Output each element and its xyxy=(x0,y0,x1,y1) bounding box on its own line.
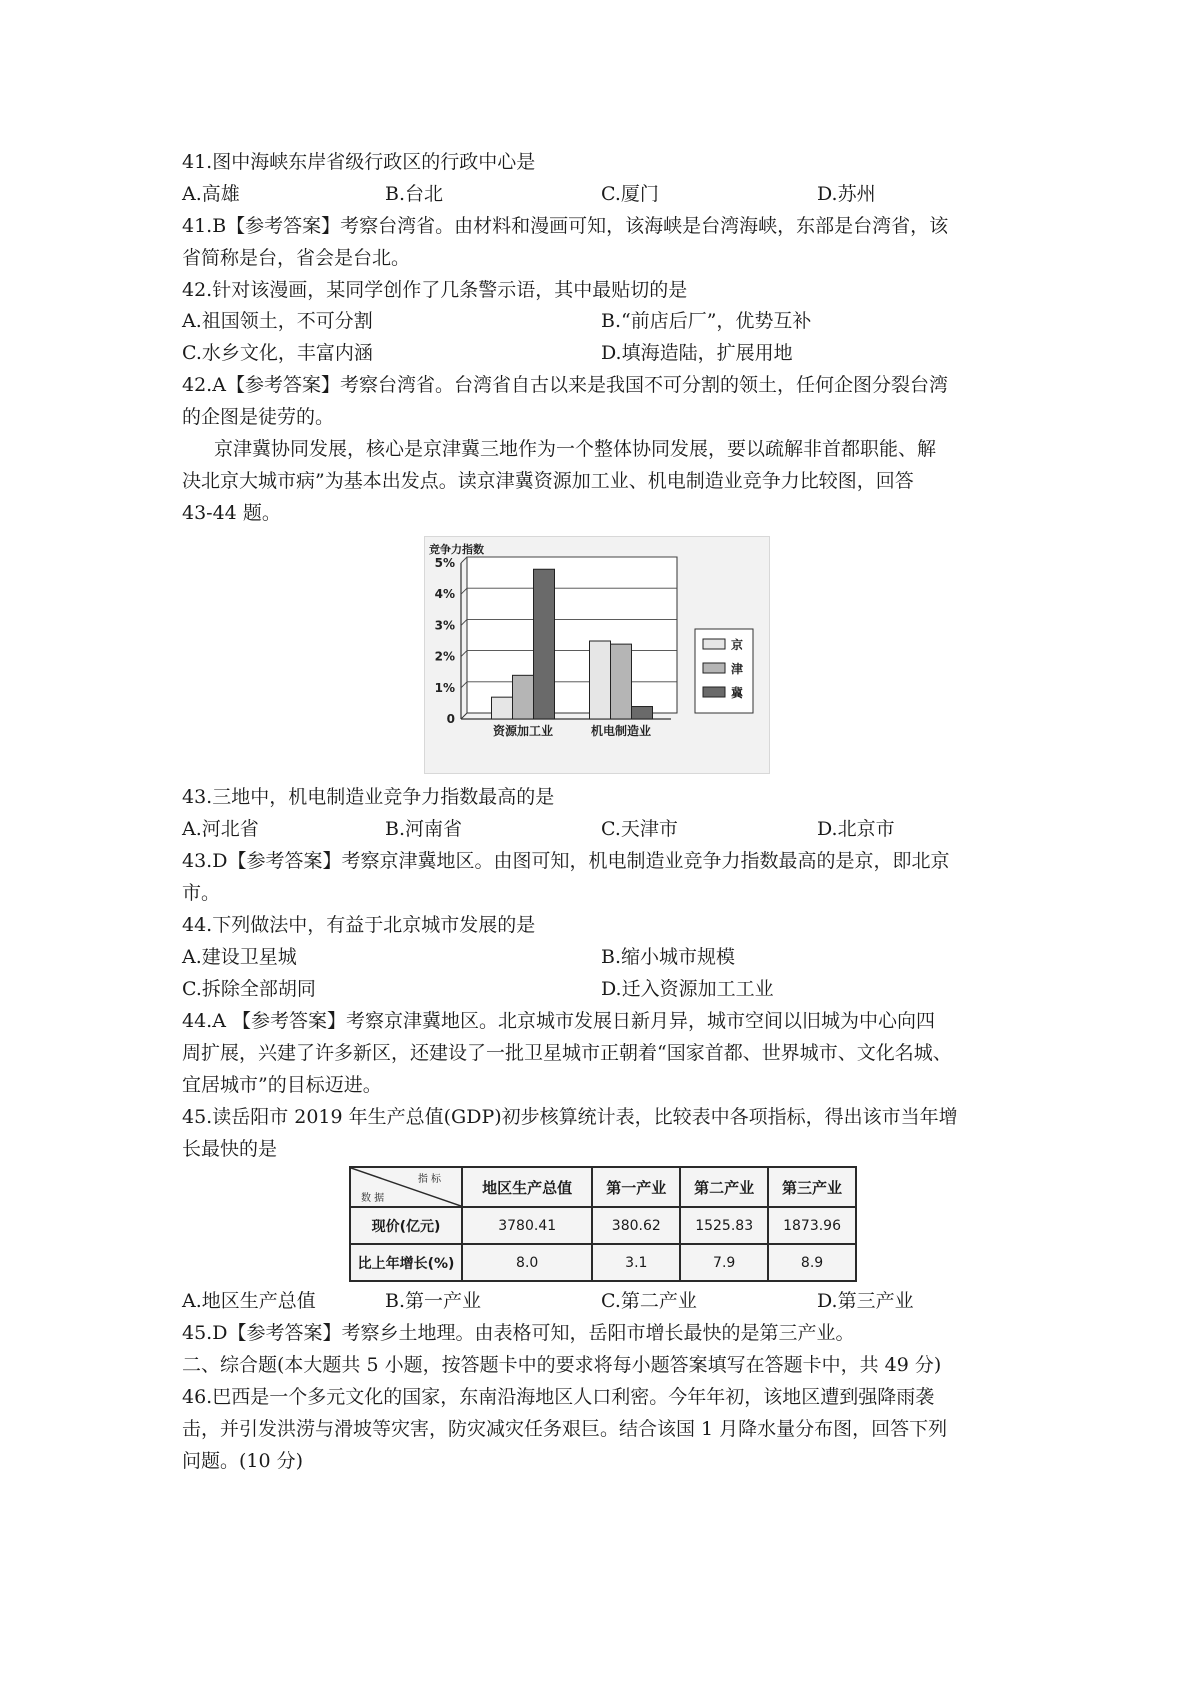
q42-option-a: A.祖国领土，不可分割 xyxy=(182,310,373,332)
table-header-cell: 第二产业 xyxy=(680,1167,768,1207)
q45-question: 长最快的是 xyxy=(182,1138,278,1160)
q43-option-b: B.河南省 xyxy=(385,818,463,840)
intro-paragraph-line: 决北京大城市病”为基本出发点。读京津冀资源加工业、机电制造业竞争力比较图，回答 xyxy=(182,470,914,492)
legend-swatch xyxy=(703,663,725,673)
legend-label: 京 xyxy=(731,638,744,652)
bar xyxy=(513,675,534,719)
y-tick-label: 4% xyxy=(434,587,455,602)
table-cell: 3780.41 xyxy=(462,1207,592,1244)
table-header-cell: 第三产业 xyxy=(768,1167,856,1207)
y-tick-label: 2% xyxy=(434,649,455,664)
competitiveness-bar-chart xyxy=(424,536,770,774)
y-tick-label: 5% xyxy=(434,556,455,570)
q44-answer-line: 44.A 【参考答案】考察京津冀地区。北京城市发展日新月异，城市空间以旧城为中心向四 xyxy=(182,1010,935,1032)
bar xyxy=(492,697,513,719)
q45-option-a: A.地区生产总值 xyxy=(182,1290,316,1312)
q45-option-b: B.第一产业 xyxy=(385,1290,482,1312)
chart-svg xyxy=(425,537,769,773)
q44-question: 44.下列做法中，有益于北京城市发展的是 xyxy=(182,914,536,936)
intro-paragraph-line: 43-44 题。 xyxy=(182,502,281,524)
axis-corner xyxy=(461,713,467,719)
legend-swatch xyxy=(703,687,725,697)
q45-option-d: D.第三产业 xyxy=(817,1290,914,1312)
q42-answer-line: 的企图是徒劳的。 xyxy=(182,406,335,428)
x-category-label: 资源加工业 xyxy=(492,724,554,738)
y-tick-label: 0 xyxy=(446,712,455,726)
q43-answer-line: 43.D【参考答案】考察京津冀地区。由图可知，机电制造业竞争力指数最高的是京，即北京 xyxy=(182,850,950,872)
q41-option-d: D.苏州 xyxy=(817,183,876,205)
q45-option-c: C.第二产业 xyxy=(601,1290,697,1312)
q44-option-c: C.拆除全部胡同 xyxy=(182,978,316,1000)
q44-option-d: D.迁入资源加工工业 xyxy=(601,978,774,1000)
q45-answer-line: 45.D【参考答案】考察乡土地理。由表格可知，岳阳市增长最快的是第三产业。 xyxy=(182,1322,855,1344)
bar xyxy=(611,644,632,719)
table-corner-cell xyxy=(350,1167,462,1207)
y-tick-label: 1% xyxy=(434,680,455,695)
q44-answer-line: 宜居城市”的目标迈进。 xyxy=(182,1074,382,1096)
q41-option-c: C.厦门 xyxy=(601,183,659,205)
q42-answer-line: 42.A【参考答案】考察台湾省。台湾省自古以来是我国不可分割的领土，任何企图分裂台湾 xyxy=(182,374,948,396)
table-header-cell: 地区生产总值 xyxy=(462,1167,592,1207)
legend-label: 津 xyxy=(731,662,744,676)
q44-answer-line: 周扩展，兴建了许多新区，还建设了一批卫星城市正朝着“国家首都、世界城市、文化名城、 xyxy=(182,1042,952,1064)
q46-question-line: 46.巴西是一个多元文化的国家，东南沿海地区人口利密。今年年初，该地区遭到强降雨袭 xyxy=(182,1386,935,1408)
table-row-label: 现价(亿元) xyxy=(350,1207,462,1244)
q42-option-b: B.“前店后厂”，优势互补 xyxy=(601,310,812,332)
q41-option-b: B.台北 xyxy=(385,183,444,205)
q44-option-a: A.建设卫星城 xyxy=(182,946,297,968)
q45-question: 45.读岳阳市 2019 年生产总值(GDP)初步核算统计表，比较表中各项指标，得出该市当年增 xyxy=(182,1106,958,1128)
q43-option-c: C.天津市 xyxy=(601,818,678,840)
table-row xyxy=(350,1244,856,1281)
q43-option-a: A.河北省 xyxy=(182,818,259,840)
table-cell: 1873.96 xyxy=(768,1207,856,1244)
q42-question: 42.针对该漫画，某同学创作了几条警示语，其中最贴切的是 xyxy=(182,279,688,301)
y-tick-label: 3% xyxy=(434,618,455,633)
corner-top-label: 指 标 xyxy=(417,1174,441,1185)
corner-bottom-label: 数 据 xyxy=(361,1193,385,1204)
table-row-label: 比上年增长(%) xyxy=(350,1244,462,1281)
q43-question: 43.三地中，机电制造业竞争力指数最高的是 xyxy=(182,786,555,808)
bar xyxy=(632,707,653,719)
gdp-statistics-table xyxy=(349,1166,857,1282)
q46-question-line: 击，并引发洪涝与滑坡等灾害，防灾减灾任务艰巨。结合该国 1 月降水量分布图，回答下列 xyxy=(182,1418,948,1440)
table-row xyxy=(350,1207,856,1244)
section-heading: 二、综合题(本大题共 5 小题，按答题卡中的要求将每小题答案填写在答题卡中，共 49 分) xyxy=(182,1354,942,1376)
table-cell: 8.9 xyxy=(768,1244,856,1281)
plot-area xyxy=(467,557,677,713)
chart-ylabel: 竞争力指数 xyxy=(429,543,484,556)
q46-question-line: 问题。(10 分) xyxy=(182,1450,304,1472)
table-cell: 380.62 xyxy=(592,1207,680,1244)
q41-answer-line: 省简称是台，省会是台北。 xyxy=(182,247,411,269)
x-category-label: 机电制造业 xyxy=(590,724,652,738)
legend-swatch xyxy=(703,639,725,649)
q43-answer-line: 市。 xyxy=(182,882,221,904)
table-header-row xyxy=(350,1167,856,1207)
legend-label: 冀 xyxy=(731,686,744,700)
table-cell: 1525.83 xyxy=(680,1207,768,1244)
q41-option-a: A.高雄 xyxy=(182,183,240,205)
q43-option-d: D.北京市 xyxy=(817,818,895,840)
q44-option-b: B.缩小城市规模 xyxy=(601,946,736,968)
bar xyxy=(534,569,555,719)
q41-question: 41.图中海峡东岸省级行政区的行政中心是 xyxy=(182,151,536,173)
table-cell: 7.9 xyxy=(680,1244,768,1281)
q41-answer-line: 41.B【参考答案】考察台湾省。由材料和漫画可知，该海峡是台湾海峡，东部是台湾省，该 xyxy=(182,215,949,237)
table-cell: 3.1 xyxy=(592,1244,680,1281)
q42-option-c: C.水乡文化，丰富内涵 xyxy=(182,342,373,364)
q42-option-d: D.填海造陆，扩展用地 xyxy=(601,342,793,364)
bar xyxy=(590,641,611,719)
table-cell: 8.0 xyxy=(462,1244,592,1281)
table-header-cell: 第一产业 xyxy=(592,1167,680,1207)
intro-paragraph-line: 京津冀协同发展，核心是京津冀三地作为一个整体协同发展，要以疏解非首都职能、解 xyxy=(214,438,937,460)
